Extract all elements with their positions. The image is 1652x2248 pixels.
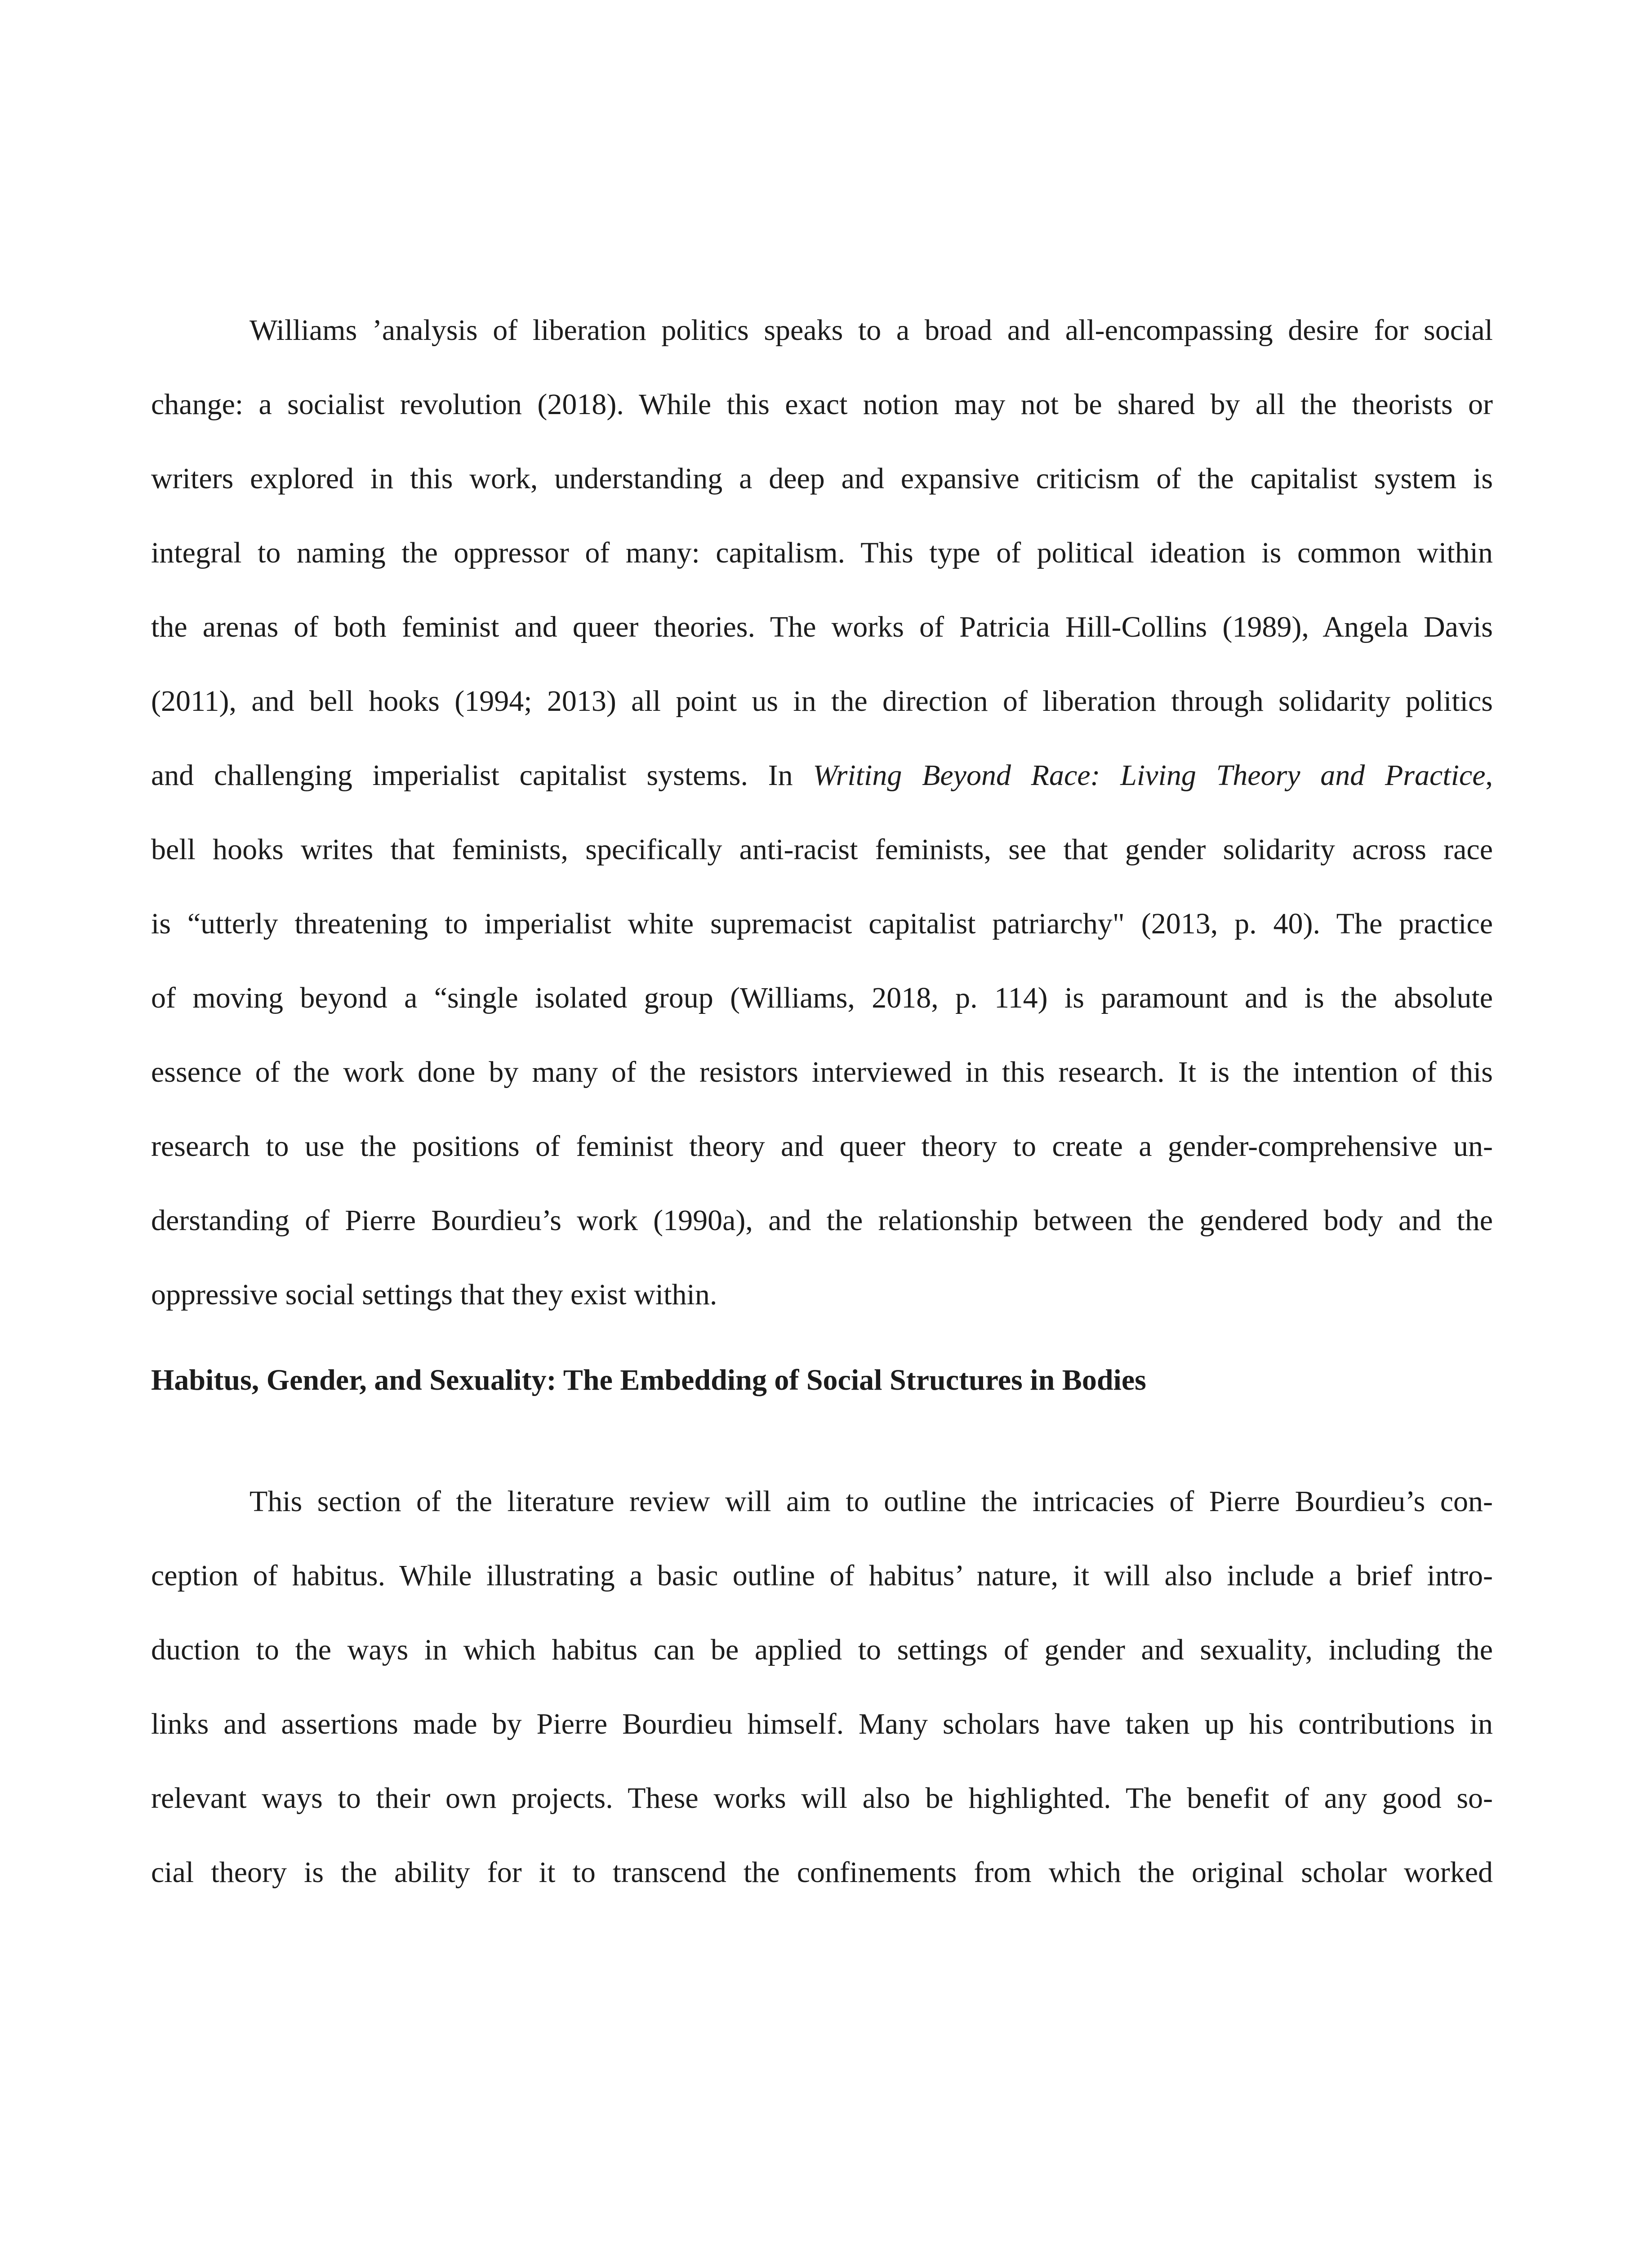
paragraph-line: links and assertions made by Pierre Bourdieu himself. Many scholars have taken up his contributions in xyxy=(151,1708,1493,1740)
paragraph-line: This section of the literature review will aim to outline the intricacies of Pierre Bourdieu’s con- xyxy=(249,1485,1493,1518)
paragraph-line: (2011), and bell hooks (1994; 2013) all point us in the direction of liberation through solidarity politics xyxy=(151,685,1493,718)
paragraph-line: writers explored in this work, understanding a deep and expansive criticism of the capitalist system is xyxy=(151,462,1493,495)
line-text: and challenging imperialist capitalist systems. In xyxy=(151,759,813,792)
paragraph-line: is “utterly threatening to imperialist white supremacist capitalist patriarchy" (2013, p. 40). The practice xyxy=(151,907,1493,940)
paragraph-line: duction to the ways in which habitus can be applied to settings of gender and sexuality, including the xyxy=(151,1633,1493,1666)
paragraph-line: relevant ways to their own projects. These works will also be highlighted. The benefit of any good so- xyxy=(151,1782,1493,1815)
paragraph-line: bell hooks writes that feminists, specifically anti-racist feminists, see that gender solidarity across race xyxy=(151,833,1493,866)
paragraph-line: ception of habitus. While illustrating a basic outline of habitus’ nature, it will also include a brief intro- xyxy=(151,1559,1493,1592)
line-text: , xyxy=(1485,759,1493,792)
section-heading: Habitus, Gender, and Sexuality: The Embedding of Social Structures in Bodies xyxy=(151,1364,1146,1396)
paragraph-line: Williams ’analysis of liberation politics speaks to a broad and all-encompassing desire for social xyxy=(249,314,1493,347)
paragraph-line: oppressive social settings that they exist within. xyxy=(151,1278,717,1311)
paragraph-line: integral to naming the oppressor of many: capitalism. This type of political ideation is common within xyxy=(151,536,1493,569)
paragraph-line: derstanding of Pierre Bourdieu’s work (1990a), and the relationship between the gendered body and the xyxy=(151,1204,1493,1237)
paragraph-line: cial theory is the ability for it to transcend the confinements from which the original scholar worked xyxy=(151,1856,1493,1889)
paragraph-line: of moving beyond a “single isolated group (Williams, 2018, p. 114) is paramount and is the absolute xyxy=(151,981,1493,1014)
paragraph-line: research to use the positions of feminist theory and queer theory to create a gender-comprehensive un- xyxy=(151,1130,1493,1163)
paragraph-line xyxy=(151,758,1493,794)
paragraph-line: the arenas of both feminist and queer theories. The works of Patricia Hill-Collins (1989), Angela Davis xyxy=(151,611,1493,643)
paragraph-line: change: a socialist revolution (2018). While this exact notion may not be shared by all the theorists or xyxy=(151,388,1493,421)
paragraph-line: essence of the work done by many of the resistors interviewed in this research. It is the intention of this xyxy=(151,1056,1493,1088)
book-title: Writing Beyond Race: Living Theory and Practice xyxy=(813,759,1486,792)
